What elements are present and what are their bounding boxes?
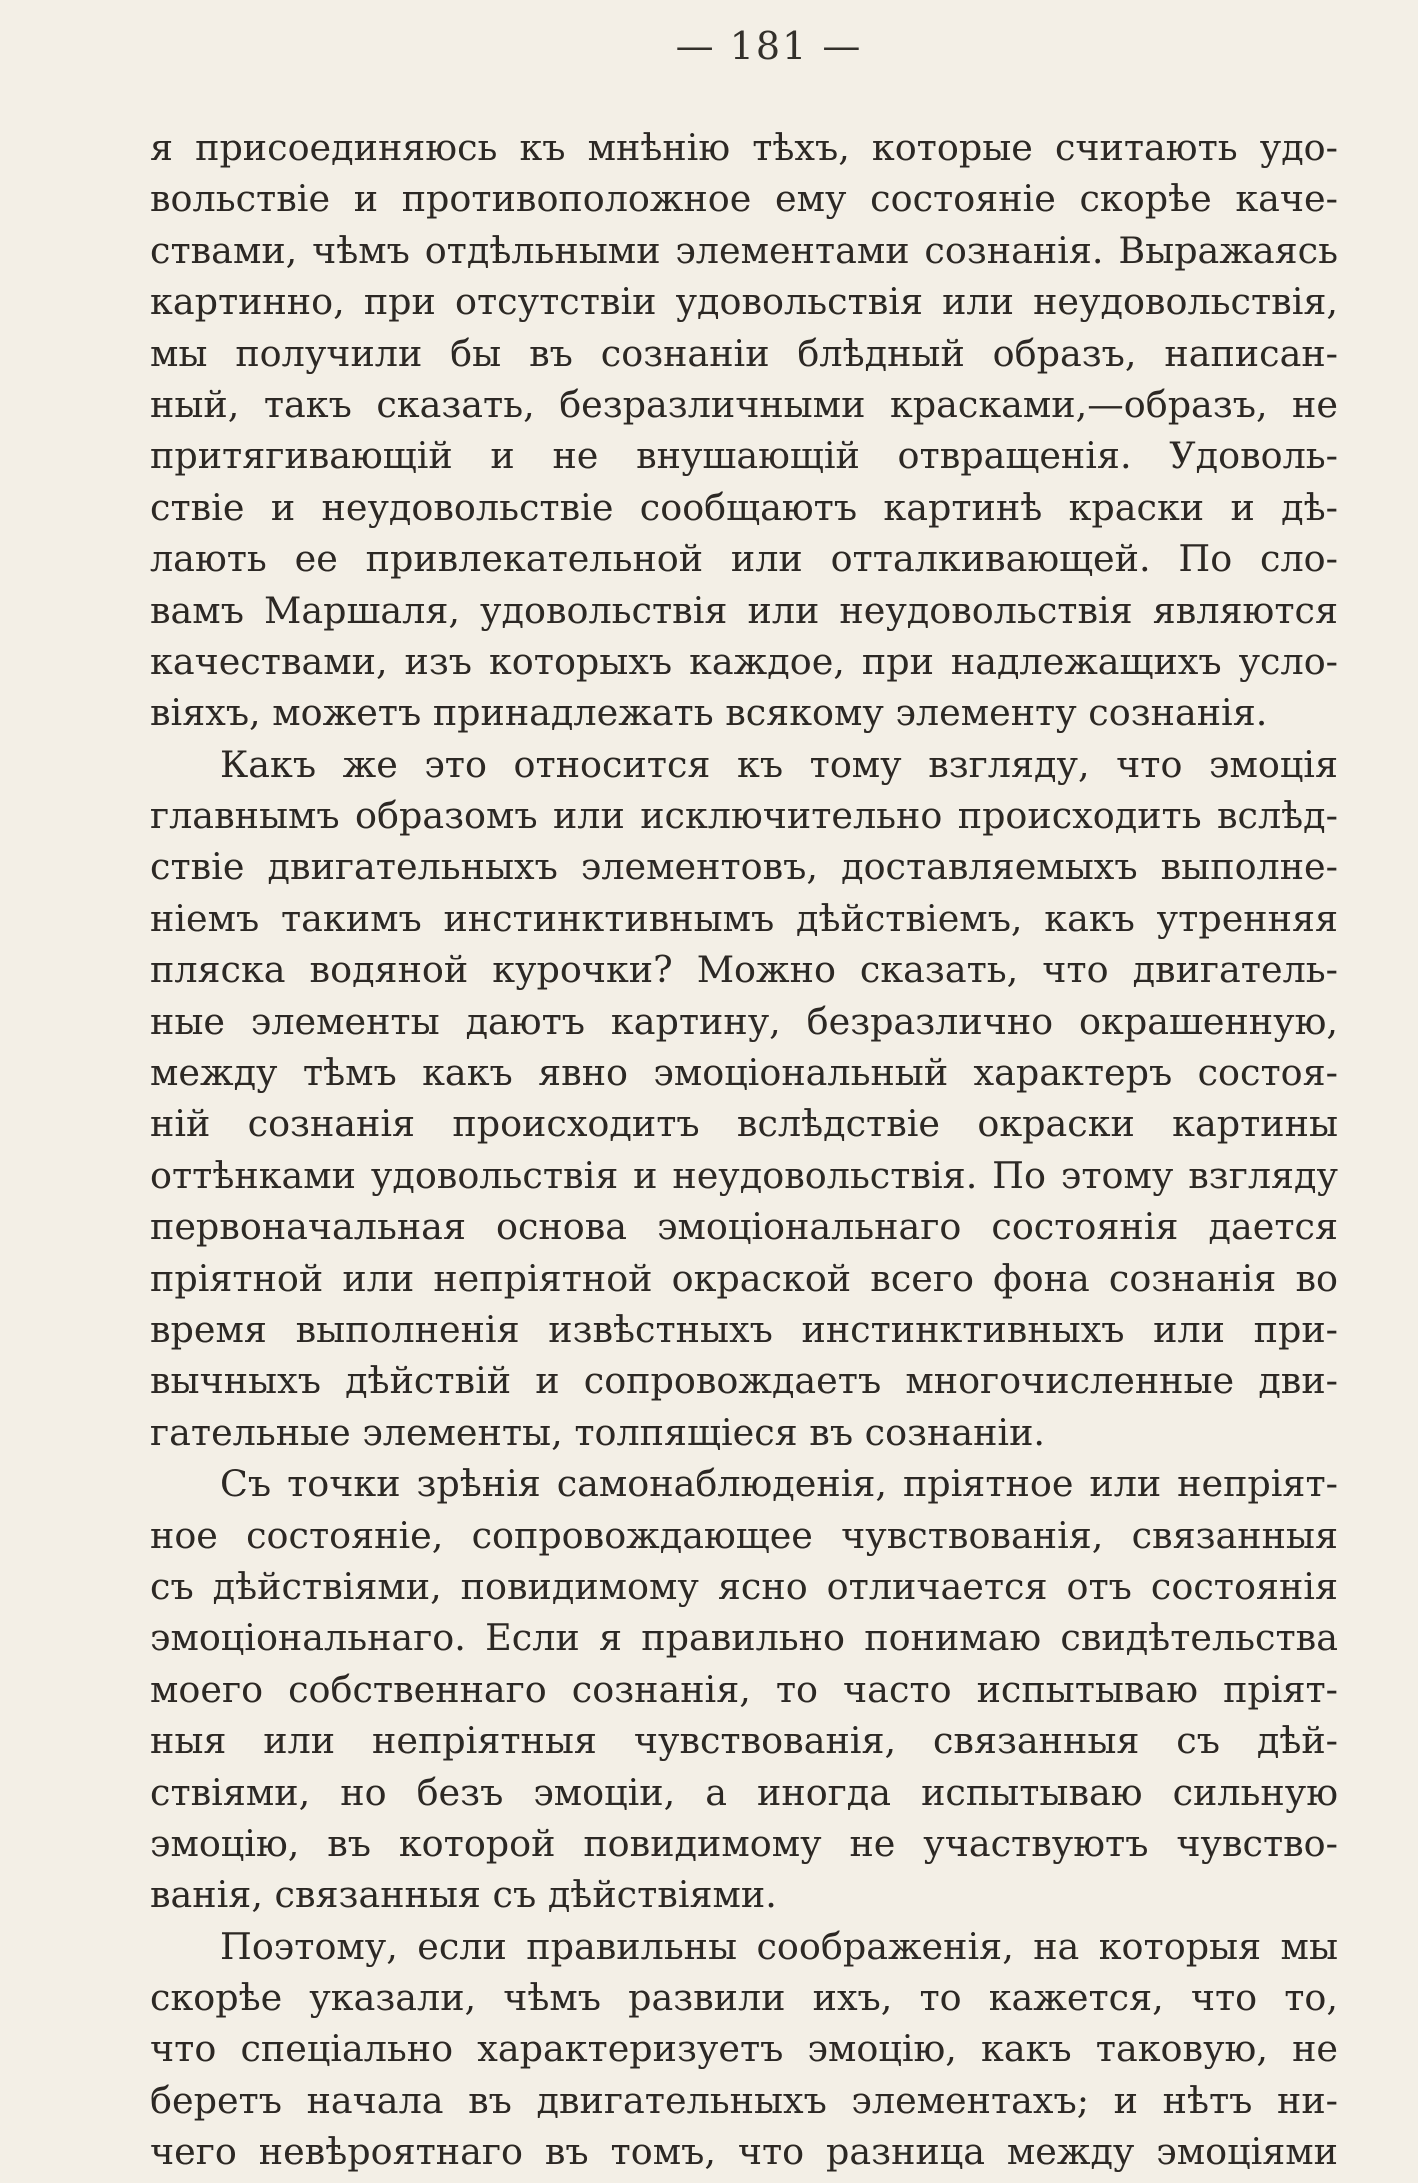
text-line: что спеціально характеризуетъ эмоцію, какъ таковую, не bbox=[150, 2027, 1338, 2071]
paragraph-2 bbox=[150, 739, 1338, 1458]
text-line: эмоціональнаго. Если я правильно понимаю свидѣтельства bbox=[150, 1616, 1338, 1660]
text-line: съ дѣйствіями, повидимому ясно отличается отъ состоянія bbox=[150, 1564, 1338, 1608]
text-line: ный, такъ сказать, безразличными красками,—образъ, не bbox=[150, 382, 1338, 426]
text-line: вычныхъ дѣйствій и сопровождаетъ многочисленные дви- bbox=[150, 1359, 1338, 1403]
text-line: притягивающій и не внушающій отвращенія. Удоволь- bbox=[150, 434, 1338, 478]
text-line: ствами, чѣмъ отдѣльными элементами сознанія. Выражаясь bbox=[150, 228, 1338, 272]
paragraph-1 bbox=[150, 122, 1338, 739]
paragraph-4 bbox=[150, 1921, 1338, 2178]
text-line: качествами, изъ которыхъ каждое, при надлежащихъ усло- bbox=[150, 639, 1338, 683]
text-line: гательные элементы, толпящіеся въ сознаніи. bbox=[150, 1410, 1046, 1454]
text-line: пріятной или непріятной окраской всего фона сознанія во bbox=[150, 1256, 1338, 1300]
text-line: главнымъ образомъ или исключительно происходить вслѣд- bbox=[150, 794, 1338, 838]
text-line: беретъ начала въ двигательныхъ элементахъ; и нѣтъ ни- bbox=[150, 2078, 1338, 2122]
text-line: эмоцію, въ которой повидимому не участвуютъ чувство- bbox=[150, 1821, 1338, 1865]
text-line: ванія, связанныя съ дѣйствіями. bbox=[150, 1873, 777, 1917]
text-line: ныя или непріятныя чувствованія, связанныя съ дѣй- bbox=[150, 1719, 1338, 1763]
text-line: время выполненія извѣстныхъ инстинктивныхъ или при- bbox=[150, 1307, 1338, 1351]
text-line: ствіе и неудовольствіе сообщаютъ картинѣ краски и дѣ- bbox=[150, 485, 1338, 529]
text-line: Съ точки зрѣнія самонаблюденія, пріятное или непріят- bbox=[220, 1462, 1338, 1506]
text-line: ные элементы даютъ картину, безразлично окрашенную, bbox=[150, 999, 1338, 1043]
text-line: первоначальная основа эмоціональнаго состоянія дается bbox=[150, 1205, 1338, 1249]
text-line: картинно, при отсутствіи удовольствія или неудовольствія, bbox=[150, 280, 1338, 324]
text-line: скорѣе указали, чѣмъ развили ихъ, то кажется, что то, bbox=[150, 1976, 1338, 2020]
text-line: Поэтому, если правильны соображенія, на которыя мы bbox=[220, 1924, 1338, 1968]
text-line: между тѣмъ какъ явно эмоціональный характеръ состоя- bbox=[150, 1051, 1338, 1095]
text-line: моего собственнаго сознанія, то часто испытываю пріят- bbox=[150, 1667, 1338, 1711]
text-line: віяхъ, можетъ принадлежать всякому элементу сознанія. bbox=[150, 691, 1268, 735]
text-line: оттѣнками удовольствія и неудовольствія. По этому взгляду bbox=[150, 1153, 1338, 1197]
text-line: Какъ же это относится къ тому взгляду, что эмоція bbox=[220, 742, 1338, 786]
text-line: чего невѣроятнаго въ томъ, что разница между эмоціями bbox=[150, 2130, 1338, 2174]
text-line: ній сознанія происходитъ вслѣдствіе окраски картины bbox=[150, 1102, 1338, 1146]
text-line: лають ее привлекательной или отталкивающей. По сло- bbox=[150, 537, 1338, 581]
text-line: ніемъ такимъ инстинктивнымъ дѣйствіемъ, какъ утренняя bbox=[150, 896, 1338, 940]
text-line: мы получили бы въ сознаніи блѣдный образъ, написан- bbox=[150, 331, 1338, 375]
text-line: ное состояніе, сопровождающее чувствованія, связанныя bbox=[150, 1513, 1338, 1557]
text-line: ствіями, но безъ эмоціи, а иногда испытываю сильную bbox=[150, 1770, 1338, 1814]
page-number: — 181 — bbox=[675, 24, 863, 68]
text-line: я присоединяюсь къ мнѣнію тѣхъ, которые считають удо- bbox=[150, 126, 1338, 169]
text-line: ствіе двигательныхъ элементовъ, доставляемыхъ выполне- bbox=[150, 845, 1338, 889]
text-line: пляска водяной курочки? Можно сказать, что двигатель- bbox=[150, 948, 1338, 992]
text-line: вамъ Маршаля, удовольствія или неудовольствія являются bbox=[150, 588, 1338, 632]
paragraph-3 bbox=[150, 1458, 1338, 1921]
text-line: вольствіе и противоположное ему состояніе скорѣе каче- bbox=[150, 177, 1338, 221]
